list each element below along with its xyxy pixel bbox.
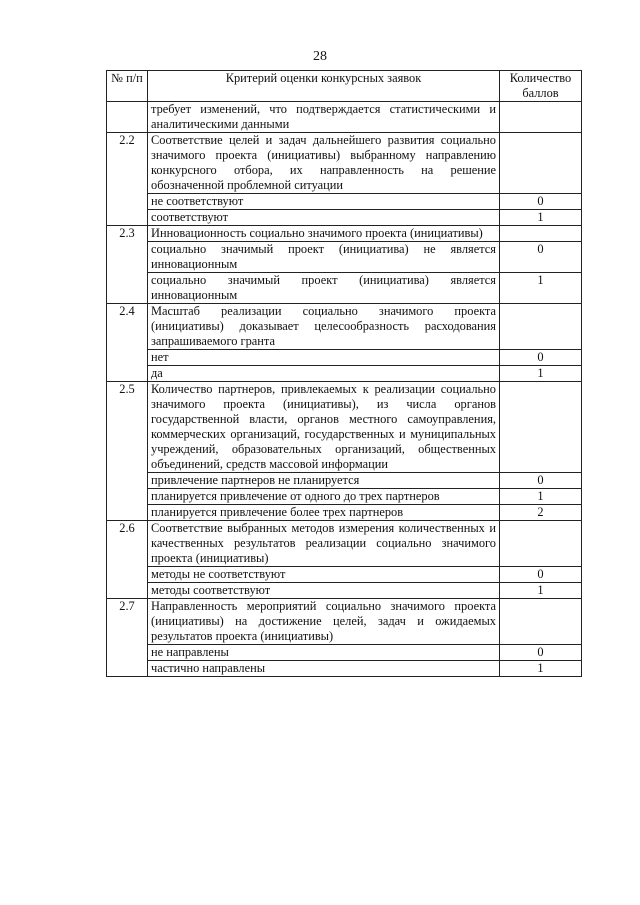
option-label: частично направлены <box>148 661 500 677</box>
page-number: 28 <box>313 49 327 64</box>
criterion-number: 2.7 <box>107 599 148 677</box>
option-label: да <box>148 366 500 382</box>
option-score: 1 <box>500 366 582 382</box>
option-label: методы соответствуют <box>148 583 500 599</box>
criterion-title: Инновационность социально значимого проекта (инициативы) <box>148 226 500 242</box>
option-score: 0 <box>500 194 582 210</box>
criterion-score-empty <box>500 304 582 350</box>
criterion-title: Масштаб реализации социально значимого проекта (инициативы) доказывает целесообразность расходования запрашиваемого гранта <box>148 304 500 350</box>
continuation-score <box>500 102 582 133</box>
option-label: социально значимый проект (инициатива) является инновационным <box>148 273 500 304</box>
criterion-score-empty <box>500 599 582 645</box>
option-row <box>107 473 582 489</box>
option-row <box>107 194 582 210</box>
option-score: 1 <box>500 489 582 505</box>
option-row <box>107 273 582 304</box>
option-row <box>107 583 582 599</box>
option-label: планируется привлечение от одного до трех партнеров <box>148 489 500 505</box>
header-criterion: Критерий оценки конкурсных заявок <box>148 71 500 102</box>
option-label: социально значимый проект (инициатива) не является инновационным <box>148 242 500 273</box>
criterion-score-empty <box>500 382 582 473</box>
option-score: 0 <box>500 350 582 366</box>
option-label: не направлены <box>148 645 500 661</box>
option-score: 1 <box>500 273 582 304</box>
option-label: не соответствуют <box>148 194 500 210</box>
option-row <box>107 366 582 382</box>
continuation-number <box>107 102 148 133</box>
criterion-score-empty <box>500 133 582 194</box>
option-score: 1 <box>500 661 582 677</box>
criterion-row <box>107 521 582 567</box>
option-score: 0 <box>500 567 582 583</box>
option-score: 0 <box>500 645 582 661</box>
option-score: 0 <box>500 473 582 489</box>
criterion-number: 2.6 <box>107 521 148 599</box>
criteria-table <box>106 70 582 677</box>
criterion-number: 2.2 <box>107 133 148 226</box>
criterion-title: Соответствие выбранных методов измерения количественных и качественных результатов реализации социально значимого проекта (инициативы) <box>148 521 500 567</box>
option-label: нет <box>148 350 500 366</box>
criterion-row <box>107 382 582 473</box>
criterion-score-empty <box>500 521 582 567</box>
option-row <box>107 350 582 366</box>
criterion-score-empty <box>500 226 582 242</box>
option-label: методы не соответствуют <box>148 567 500 583</box>
header-number: № п/п <box>107 71 148 102</box>
criterion-title: Направленность мероприятий социально значимого проекта (инициативы) на достижение целей, задач и ожидаемых результатов проекта (инициативы) <box>148 599 500 645</box>
option-score: 1 <box>500 210 582 226</box>
option-score: 1 <box>500 583 582 599</box>
option-row <box>107 661 582 677</box>
criterion-number: 2.4 <box>107 304 148 382</box>
criterion-row <box>107 599 582 645</box>
criterion-row <box>107 226 582 242</box>
option-row <box>107 505 582 521</box>
option-label: соответствуют <box>148 210 500 226</box>
option-row <box>107 567 582 583</box>
criterion-number: 2.3 <box>107 226 148 304</box>
header-score: Количество баллов <box>500 71 582 102</box>
criterion-row <box>107 304 582 350</box>
criterion-title: Соответствие целей и задач дальнейшего развития социально значимого проекта (инициативы) выбранному направлению конкурсного отбора, их направленность на решение обозначенной проблемной ситуации <box>148 133 500 194</box>
option-score: 2 <box>500 505 582 521</box>
option-label: привлечение партнеров не планируется <box>148 473 500 489</box>
criterion-row <box>107 133 582 194</box>
continuation-text: требует изменений, что подтверждается статистическими и аналитическими данными <box>148 102 500 133</box>
option-score: 0 <box>500 242 582 273</box>
option-row <box>107 489 582 505</box>
option-label: планируется привлечение более трех партнеров <box>148 505 500 521</box>
table-header-row <box>107 71 582 102</box>
option-row <box>107 645 582 661</box>
option-row <box>107 210 582 226</box>
option-row <box>107 242 582 273</box>
continuation-row <box>107 102 582 133</box>
criterion-number: 2.5 <box>107 382 148 521</box>
criterion-title: Количество партнеров, привлекаемых к реализации социально значимого проекта (инициативы), из числа органов государственной власти, органов местного самоуправления, коммерческих организаций, государственных и муниципальных учреждений, образовательных организаций, общественных объединений, средств массовой информации <box>148 382 500 473</box>
